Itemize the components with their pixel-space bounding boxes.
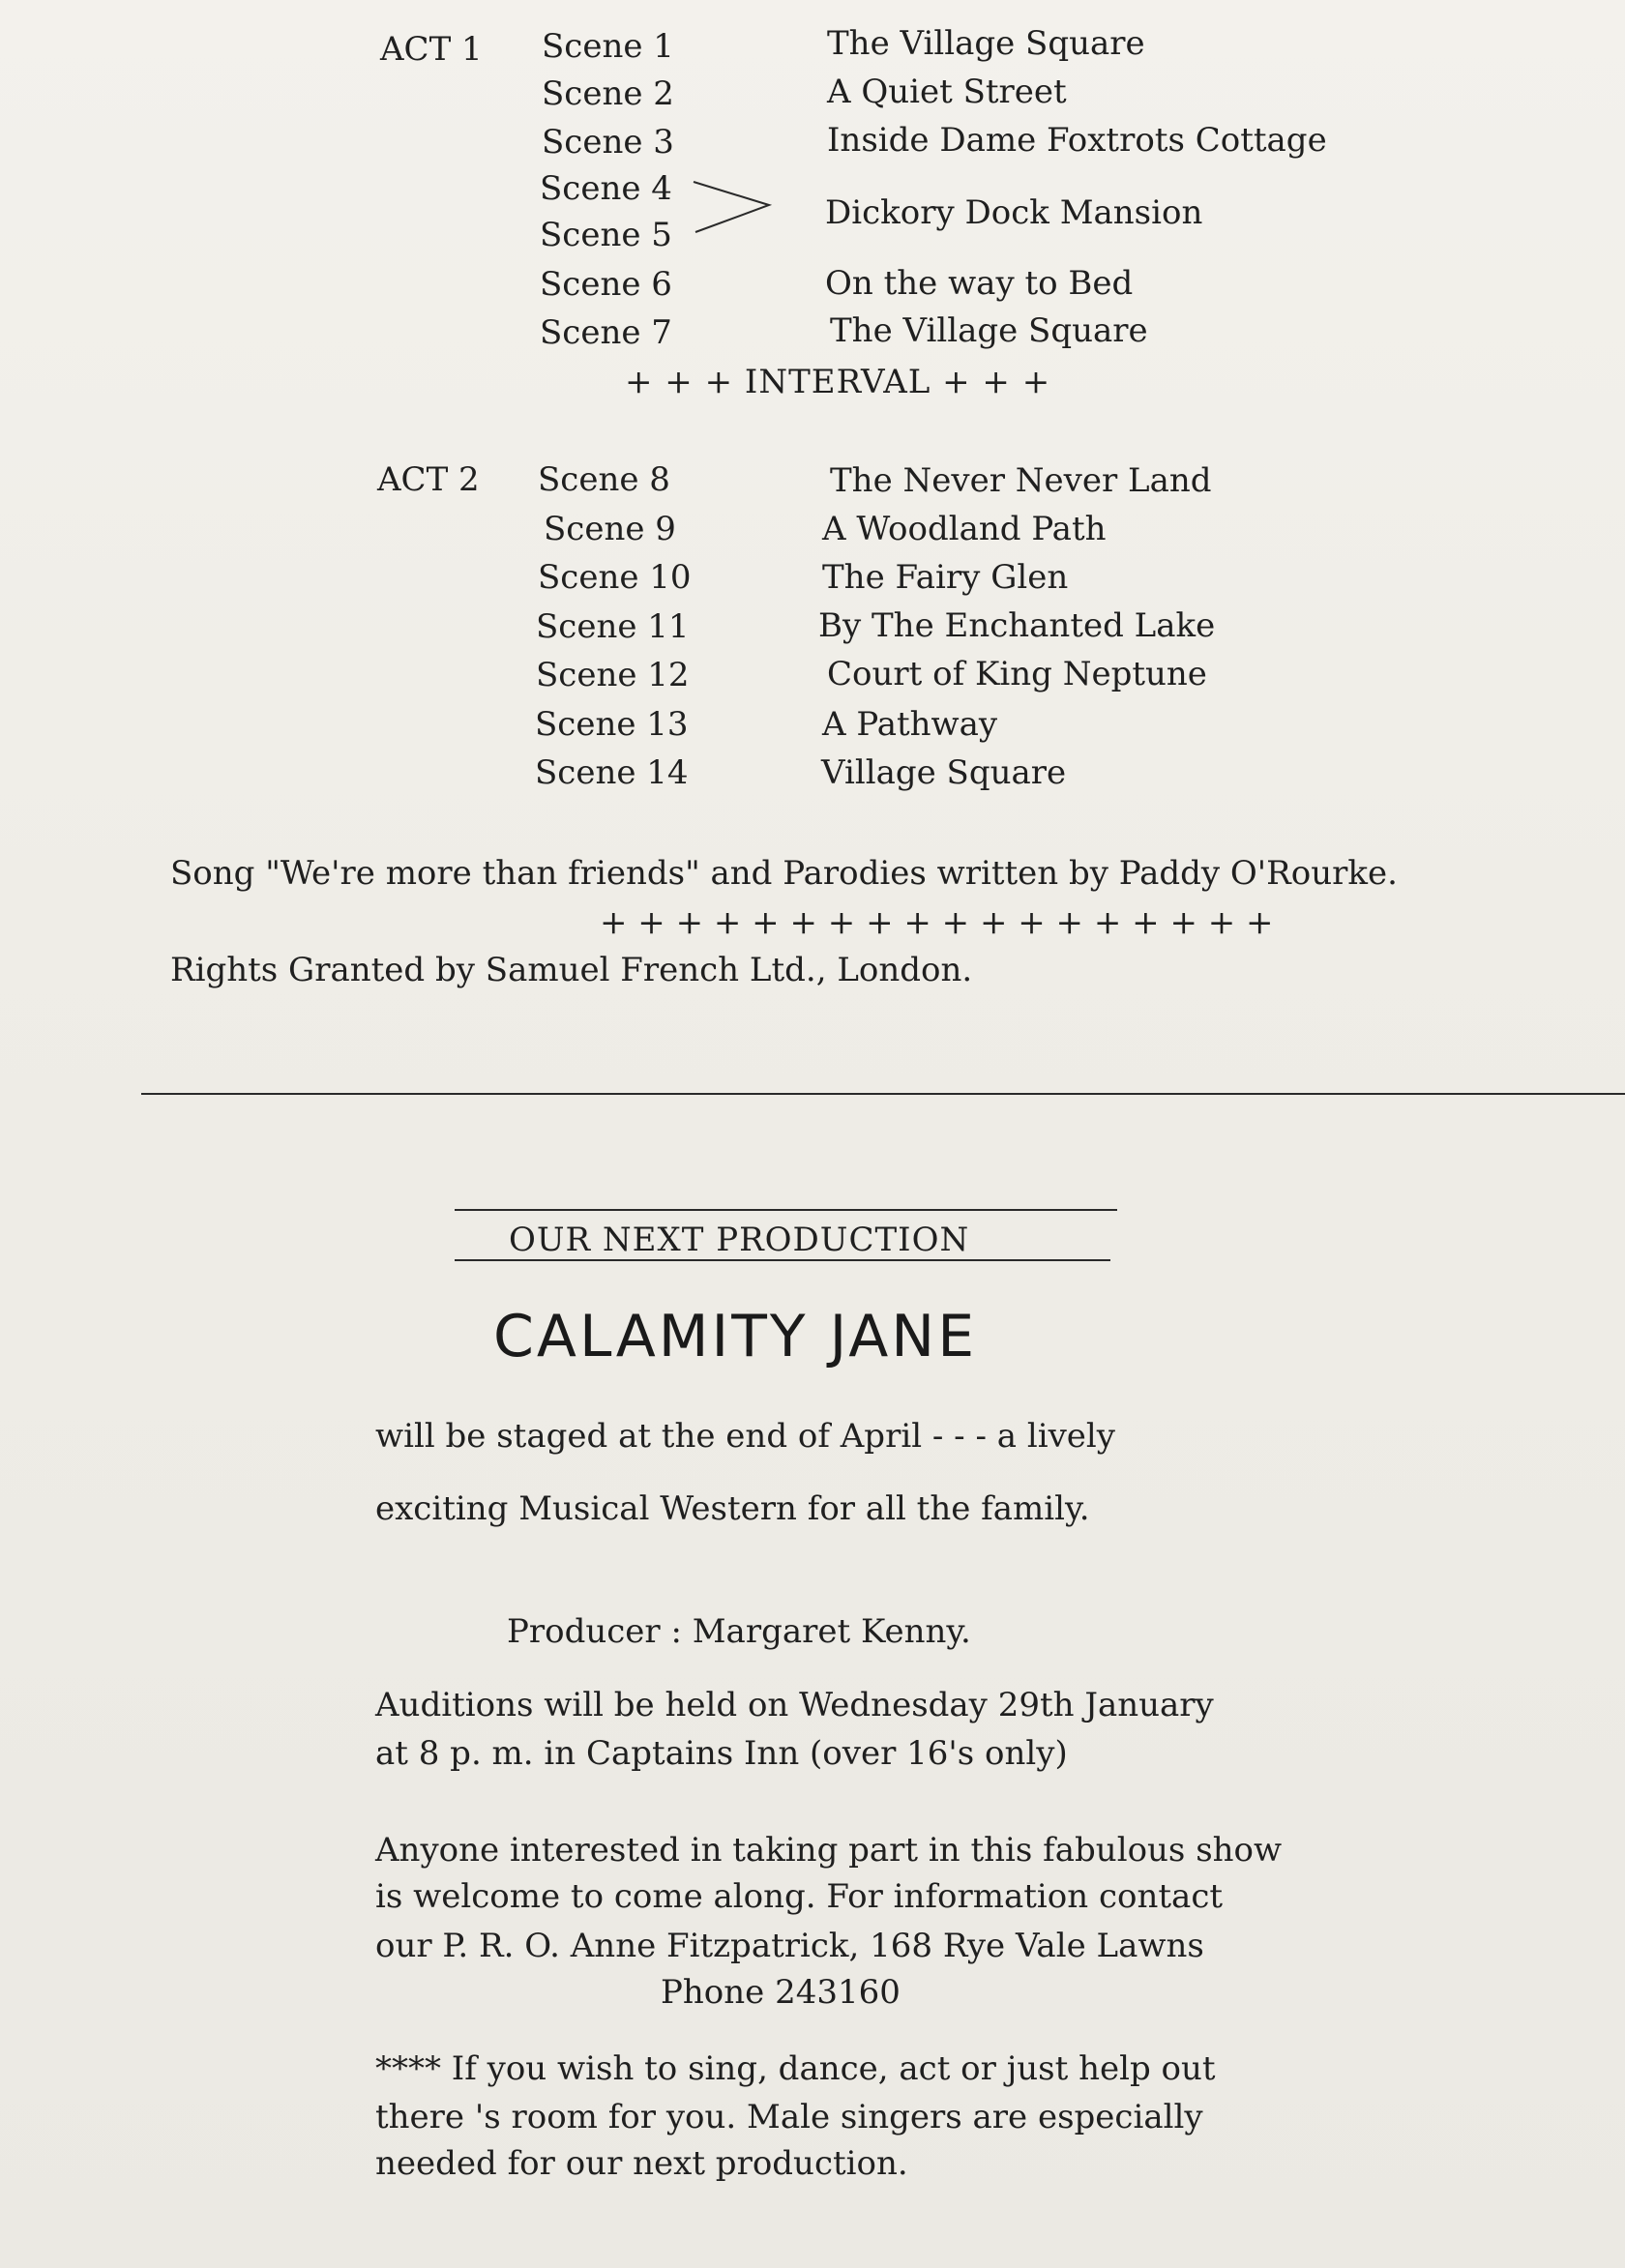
act1-scene-6: Scene 6 bbox=[540, 265, 672, 304]
note-line-2: there 's room for you. Male singers are especially bbox=[375, 2098, 1203, 2136]
auditions-line-1: Auditions will be held on Wednesday 29th January bbox=[375, 1686, 1214, 1724]
producer-line: Producer : Margaret Kenny. bbox=[507, 1612, 971, 1651]
staging-line-1: will be staged at the end of April - - - a lively bbox=[375, 1417, 1115, 1456]
section-divider bbox=[141, 1093, 1625, 1095]
auditions-line-2: at 8 p. m. in Captains Inn (over 16's only) bbox=[375, 1734, 1068, 1773]
note-line-3: needed for our next production. bbox=[375, 2144, 908, 2183]
act1-place-6: On the way to Bed bbox=[825, 264, 1134, 303]
staging-line-2: exciting Musical Western for all the family. bbox=[375, 1489, 1090, 1528]
rights-credit: Rights Granted by Samuel French Ltd., London. bbox=[170, 951, 973, 989]
act2-place-8: The Never Never Land bbox=[830, 461, 1212, 500]
act1-place-2: A Quiet Street bbox=[827, 73, 1067, 111]
act2-place-14: Village Square bbox=[821, 753, 1067, 792]
plus-divider: + + + + + + + + + + + + + + + + + + bbox=[600, 903, 1274, 942]
act1-scene-4: Scene 4 bbox=[540, 169, 672, 208]
act1-place-4-5: Dickory Dock Mansion bbox=[825, 193, 1203, 232]
heading-rule-bottom bbox=[455, 1259, 1110, 1261]
act1-scene-7: Scene 7 bbox=[540, 313, 672, 352]
act2-scene-13: Scene 13 bbox=[535, 705, 689, 744]
act2-place-9: A Woodland Path bbox=[822, 510, 1107, 548]
heading-rule-top bbox=[455, 1209, 1117, 1211]
bracket-arrow-icon bbox=[692, 176, 779, 244]
act2-scene-11: Scene 11 bbox=[536, 607, 690, 646]
act2-place-13: A Pathway bbox=[822, 705, 998, 744]
act-1-label: ACT 1 bbox=[380, 30, 483, 69]
note-line-1: **** If you wish to sing, dance, act or just help out bbox=[375, 2049, 1216, 2088]
production-title: CALAMITY JANE bbox=[493, 1303, 978, 1370]
act2-scene-10: Scene 10 bbox=[538, 558, 692, 597]
contact-line-3: our P. R. O. Anne Fitzpatrick, 168 Rye Vale Lawns bbox=[375, 1927, 1204, 1965]
act2-scene-14: Scene 14 bbox=[535, 753, 689, 792]
contact-phone: Phone 243160 bbox=[661, 1973, 901, 2012]
act1-scene-3: Scene 3 bbox=[542, 123, 674, 162]
act2-scene-8: Scene 8 bbox=[538, 460, 670, 499]
act1-place-1: The Village Square bbox=[827, 24, 1145, 63]
act-2-label: ACT 2 bbox=[377, 460, 480, 499]
act1-place-7: The Village Square bbox=[830, 311, 1148, 350]
song-credit: Song "We're more than friends" and Parodies written by Paddy O'Rourke. bbox=[170, 854, 1398, 893]
act2-place-10: The Fairy Glen bbox=[822, 558, 1069, 597]
interval-line: + + + INTERVAL + + + bbox=[625, 363, 1051, 401]
act2-place-12: Court of King Neptune bbox=[827, 655, 1207, 693]
act1-scene-1: Scene 1 bbox=[542, 27, 674, 66]
act2-scene-9: Scene 9 bbox=[544, 510, 676, 548]
act2-place-11: By The Enchanted Lake bbox=[818, 606, 1216, 645]
contact-line-1: Anyone interested in taking part in this fabulous show bbox=[375, 1831, 1283, 1870]
next-production-heading: OUR NEXT PRODUCTION bbox=[509, 1221, 970, 1259]
act1-scene-2: Scene 2 bbox=[542, 74, 674, 113]
act1-scene-5: Scene 5 bbox=[540, 216, 672, 254]
act2-scene-12: Scene 12 bbox=[536, 656, 690, 694]
contact-line-2: is welcome to come along. For information contact bbox=[375, 1877, 1224, 1916]
act1-place-3: Inside Dame Foxtrots Cottage bbox=[827, 121, 1327, 160]
